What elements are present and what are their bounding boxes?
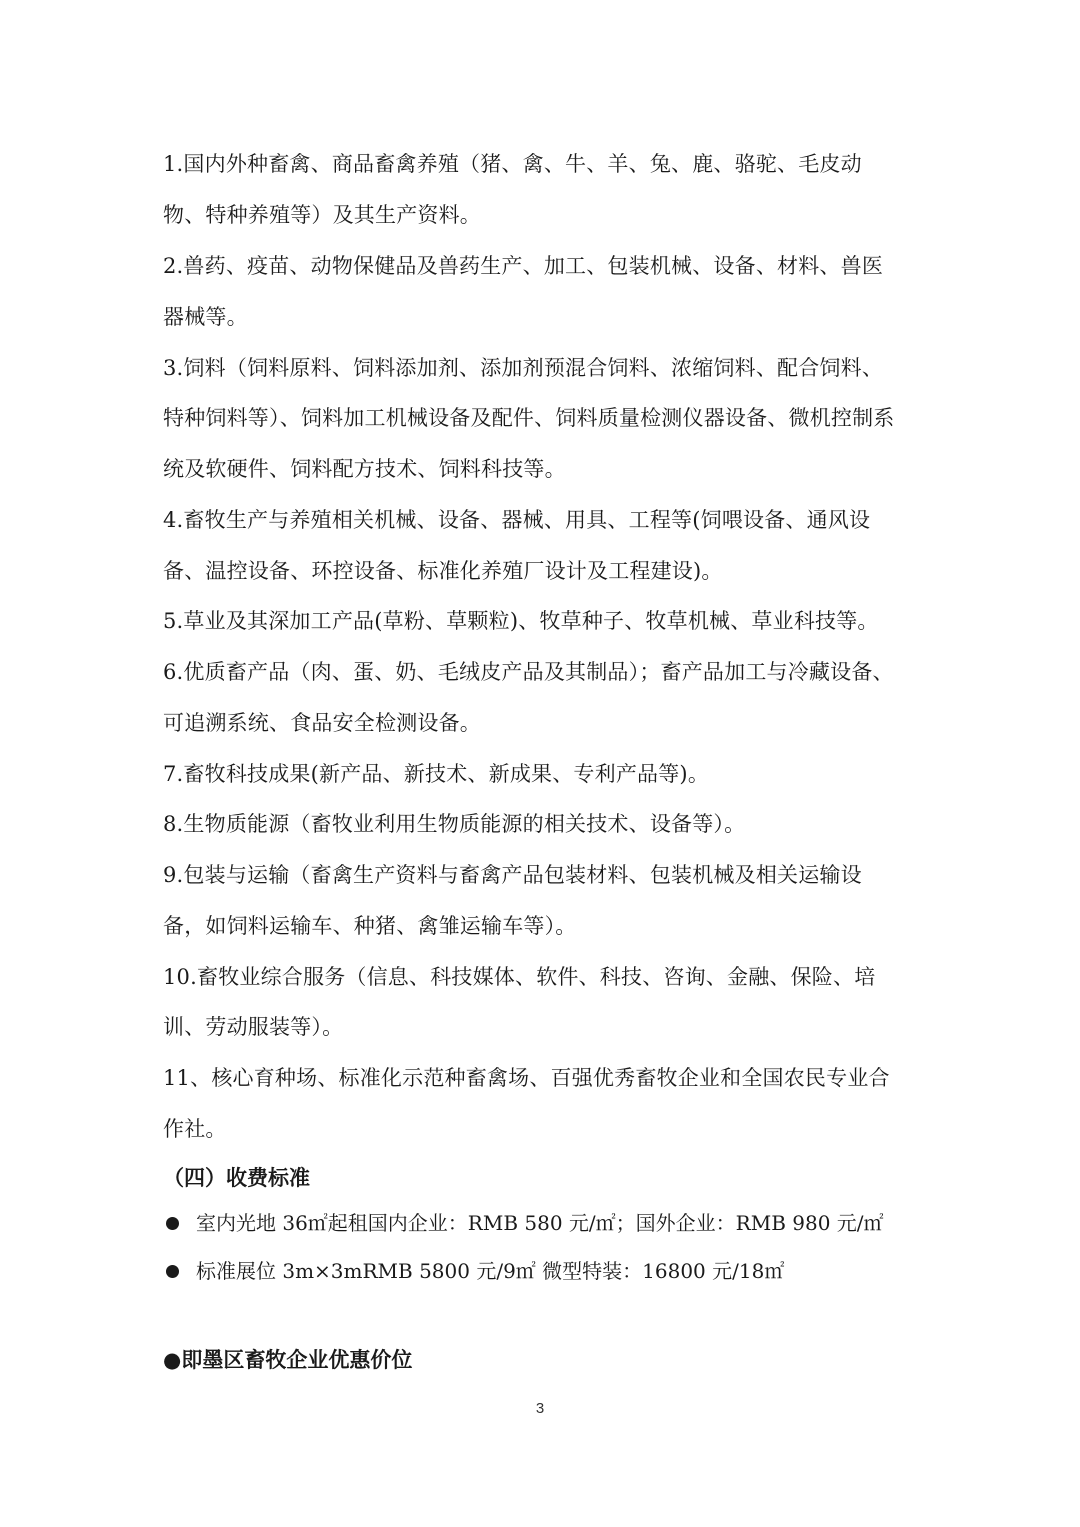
item-1-line-2: 物、特种养殖等）及其生产资料。: [163, 203, 481, 227]
fees-heading: （四）收费标准: [163, 1166, 310, 1190]
item-3-line-3: 统及软硬件、饲料配方技术、饲料科技等。: [163, 457, 566, 481]
discount-heading: ●即墨区畜牧企业优惠价位: [163, 1348, 413, 1372]
item-9-line-1: 9.包装与运输（畜禽生产资料与畜禽产品包装材料、包装机械及相关运输设: [163, 863, 862, 887]
item-11-line-2: 作社。: [163, 1117, 227, 1141]
fee-row-standard-booth: 标准展位 3m×3mRMB 5800 元/9㎡ 微型特装：16800 元/18㎡: [196, 1259, 785, 1283]
item-7-line-1: 7.畜牧科技成果(新产品、新技术、新成果、专利产品等)。: [163, 762, 710, 786]
fee-row-indoor: 室内光地 36㎡起租国内企业：RMB 580 元/㎡；国外企业：RMB 980 元/㎡: [196, 1211, 884, 1235]
item-2-line-2: 器械等。: [163, 305, 248, 329]
item-11-line-1: 11、核心育种场、标准化示范种畜禽场、百强优秀畜牧企业和全国农民专业合: [163, 1066, 890, 1090]
item-9-line-2: 备，如饲料运输车、种猪、禽雏运输车等）。: [163, 914, 577, 938]
item-6-line-1: 6.优质畜产品（肉、蛋、奶、毛绒皮产品及其制品）；畜产品加工与冷藏设备、: [163, 660, 894, 684]
item-6-line-2: 可追溯系统、食品安全检测设备。: [163, 711, 481, 735]
item-10-line-1: 10.畜牧业综合服务（信息、科技媒体、软件、科技、咨询、金融、保险、培: [163, 965, 876, 989]
item-8-line-1: 8.生物质能源（畜牧业利用生物质能源的相关技术、设备等）。: [163, 812, 746, 836]
item-3-line-1: 3.饲料（饲料原料、饲料添加剂、添加剂预混合饲料、浓缩饲料、配合饲料、: [163, 356, 884, 380]
item-1-line-1: 1.国内外种畜禽、商品畜禽养殖（猪、禽、牛、羊、兔、鹿、骆驼、毛皮动: [163, 152, 862, 176]
item-3-line-2: 特种饲料等）、饲料加工机械设备及配件、饲料质量检测仪器设备、微机控制系: [163, 406, 895, 430]
bullet-icon: [166, 1217, 179, 1230]
item-2-line-1: 2.兽药、疫苗、动物保健品及兽药生产、加工、包装机械、设备、材料、兽医: [163, 254, 884, 278]
item-4-line-1: 4.畜牧生产与养殖相关机械、设备、器械、用具、工程等(饲喂设备、通风设: [163, 508, 871, 532]
page-number: 3: [535, 1400, 545, 1417]
bullet-icon: [166, 1265, 179, 1278]
item-5-line-1: 5.草业及其深加工产品(草粉、草颗粒)、牧草种子、牧草机械、草业科技等。: [163, 609, 879, 633]
item-10-line-2: 训、劳动服装等）。: [163, 1015, 344, 1039]
item-4-line-2: 备、温控设备、环控设备、标准化养殖厂设计及工程建设)。: [163, 559, 723, 583]
